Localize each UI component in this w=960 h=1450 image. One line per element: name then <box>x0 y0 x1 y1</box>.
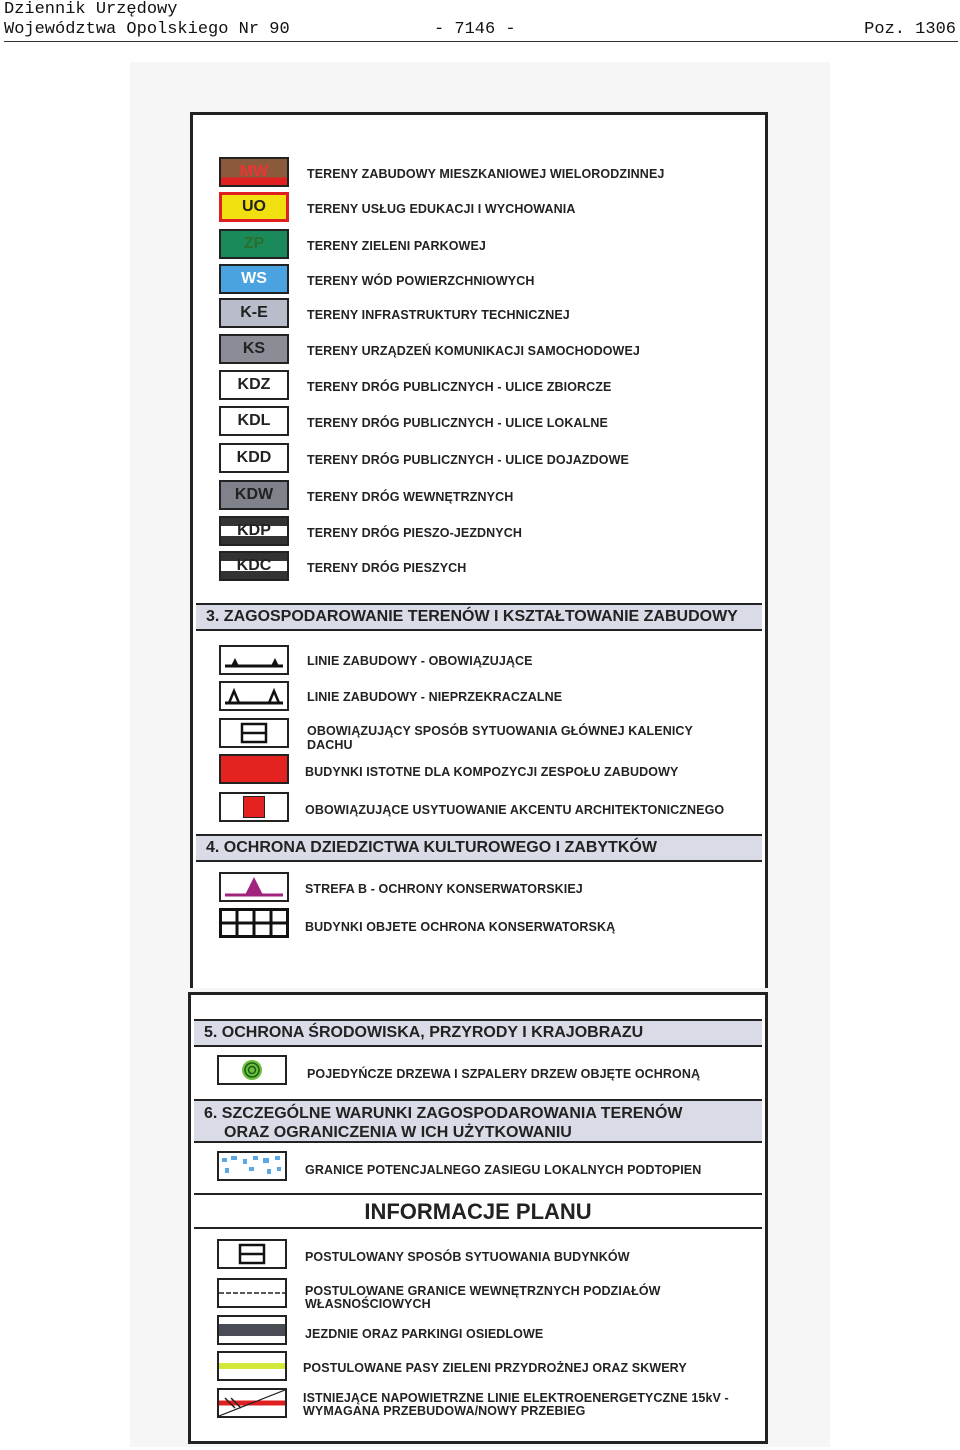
legend-label: LINIE ZABUDOWY - NIEPRZEKRACZALNE <box>307 690 563 704</box>
symbol-code: KDL <box>237 412 271 429</box>
legend-label: TERENY INFRASTRUKTURY TECHNICZNEJ <box>307 308 570 322</box>
land-use-symbol-k-e <box>219 298 289 328</box>
power-line-icon <box>217 1388 287 1418</box>
solid-building-line-icon <box>219 645 289 675</box>
symbol-code: KDW <box>234 486 274 503</box>
header-rule <box>4 41 958 42</box>
section-4-heading: 4. OCHRONA DZIEDZICTWA KULTUROWEGO I ZABYTKÓW <box>196 834 762 862</box>
symbol-code: ZP <box>243 235 265 252</box>
dashed-boundary-icon <box>217 1278 287 1308</box>
land-use-symbol-kdw <box>219 480 289 510</box>
legend-label: JEZDNIE ORAZ PARKINGI OSIEDLOWE <box>305 1327 544 1341</box>
legend-panel-bottom <box>188 992 768 1444</box>
conservation-zone-icon <box>219 872 289 902</box>
symbol-code: KS <box>242 340 266 357</box>
land-use-symbol-kdd <box>219 443 289 473</box>
section-6-title-line1: 6. SZCZEGÓLNE WARUNKI ZAGOSPODAROWANIA TERENÓW <box>204 1105 683 1122</box>
legend-row-kdw <box>193 480 765 514</box>
legend-row <box>191 1055 765 1089</box>
legend-label: TERENY ZIELENI PARKOWEJ <box>307 239 486 253</box>
legend-label: POSTULOWANY SPOSÓB SYTUOWANIA BUDYNKÓW <box>305 1250 630 1264</box>
legend-label: STREFA B - OCHRONY KONSERWATORSKIEJ <box>305 882 583 896</box>
land-use-symbol-zp <box>219 229 289 259</box>
legend-row-kdz <box>193 370 765 404</box>
symbol-code: K-E <box>240 304 268 321</box>
flood-range-icon <box>217 1151 287 1181</box>
legend-label: POSTULOWANE PASY ZIELENI PRZYDROŻNEJ ORAZ SKWERY <box>303 1361 687 1375</box>
legend-label: TERENY WÓD POWIERZCHNIOWYCH <box>307 274 535 288</box>
land-use-symbol-kdc <box>219 551 289 581</box>
legend-label: TERENY DRÓG PUBLICZNYCH - ULICE DOJAZDOWE <box>307 453 629 467</box>
legend-label: TERENY ZABUDOWY MIESZKANIOWEJ WIELORODZINNEJ <box>307 167 665 181</box>
legend-row <box>191 1239 765 1273</box>
land-use-symbol-kdl <box>219 406 289 436</box>
section-6-heading <box>194 1099 762 1143</box>
legend-row <box>193 645 765 679</box>
land-use-symbol-kdp <box>219 516 289 546</box>
symbol-code: UO <box>242 198 266 215</box>
open-building-line-icon <box>219 681 289 711</box>
legend-label: TERENY USŁUG EDUKACJI I WYCHOWANIA <box>307 202 576 216</box>
legend-row <box>193 681 765 715</box>
legend-row-kdc <box>193 551 765 585</box>
legend-row <box>191 1388 765 1422</box>
legend-label: TERENY DRÓG PUBLICZNYCH - ULICE LOKALNE <box>307 416 608 430</box>
symbol-code: WS <box>241 270 267 287</box>
legend-row <box>191 1151 765 1185</box>
legend-row-k-e <box>193 298 765 332</box>
symbol-code: MW <box>239 163 269 180</box>
symbol-code: KDZ <box>237 376 271 393</box>
symbol-code: KDP <box>237 522 271 539</box>
land-use-symbol-ks <box>219 334 289 364</box>
red-square-icon <box>219 792 289 822</box>
land-use-symbol-ws <box>219 264 289 294</box>
position-number: Poz. 1306 <box>864 20 956 39</box>
symbol-code: KDD <box>236 449 272 466</box>
legend-row <box>191 1278 765 1312</box>
journal-title: Dziennik Urzędowy <box>4 0 178 19</box>
legend-label: LINIE ZABUDOWY - OBOWIĄZUJĄCE <box>307 654 533 668</box>
section-5-heading: 5. OCHRONA ŚRODOWISKA, PRZYRODY I KRAJOBRAZU <box>194 1019 762 1047</box>
protected-building-grid-icon <box>219 908 289 938</box>
legend-label: OBOWIĄZUJĄCY SPOSÓB SYTUOWANIA GŁÓWNEJ KALENICY <box>307 724 693 738</box>
roadway-icon <box>217 1315 287 1345</box>
ridge-orientation-icon <box>219 718 289 748</box>
page-header <box>0 0 960 42</box>
legend-label: GRANICE POTENCJALNEGO ZASIEGU LOKALNYCH PODTOPIEN <box>305 1163 702 1177</box>
section-3-heading: 3. ZAGOSPODAROWANIE TERENÓW I KSZTAŁTOWANIE ZABUDOWY <box>196 603 762 631</box>
legend-label: TERENY DRÓG PIESZYCH <box>307 561 467 575</box>
section-6-title-line2: ORAZ OGRANICZENIA W ICH UŻYTKOWANIU <box>224 1124 572 1141</box>
legend-row-kdl <box>193 406 765 440</box>
legend-label: TERENY DRÓG PUBLICZNYCH - ULICE ZBIORCZE <box>307 380 612 394</box>
building-placement-icon <box>217 1239 287 1269</box>
legend-label: TERENY URZĄDZEŃ KOMUNIKACJI SAMOCHODOWEJ <box>307 344 640 358</box>
legend-row-kdd <box>193 443 765 477</box>
green-strip-icon <box>217 1351 287 1381</box>
legend-label: ISTNIEJĄCE NAPOWIETRZNE LINIE ELEKTROENERGETYCZNE 15kV - <box>303 1391 729 1405</box>
journal-issue: Województwa Opolskiego Nr 90 <box>4 20 290 39</box>
legend-label-cont: DACHU <box>307 738 353 752</box>
info-heading: INFORMACJE PLANU <box>194 1193 762 1229</box>
land-use-symbol-kdz <box>219 370 289 400</box>
legend-label: POJEDYŃCZE DRZEWA I SZPALERY DRZEW OBJĘTE OCHRONĄ <box>307 1067 701 1081</box>
page-number: - 7146 - <box>434 20 516 39</box>
legend-row-mw <box>193 157 765 191</box>
legend-row <box>191 1351 765 1385</box>
legend-label: TERENY DRÓG WEWNĘTRZNYCH <box>307 490 514 504</box>
legend-row-ks <box>193 334 765 368</box>
legend-label: TERENY DRÓG PIESZO-JEZDNYCH <box>307 526 522 540</box>
legend-row <box>193 908 765 942</box>
legend-row <box>193 792 765 826</box>
land-use-symbol-uo <box>219 192 289 222</box>
legend-label: BUDYNKI ISTOTNE DLA KOMPOZYCJI ZESPOŁU ZABUDOWY <box>305 765 679 779</box>
legend-label: OBOWIĄZUJĄCE USYTUOWANIE AKCENTU ARCHITEKTONICZNEGO <box>305 803 725 817</box>
legend-row-zp <box>193 229 765 263</box>
legend-panel-top <box>190 112 768 988</box>
legend-row-kdp <box>193 516 765 550</box>
legend-label: BUDYNKI OBJETE OCHRONA KONSERWATORSKĄ <box>305 920 616 934</box>
protected-tree-icon <box>217 1055 287 1085</box>
legend-label-cont: WŁASNOŚCIOWYCH <box>305 1297 431 1311</box>
legend-row <box>191 1315 765 1349</box>
symbol-code: KDC <box>236 557 272 574</box>
legend-label-cont: WYMAGANA PRZEBUDOWA/NOWY PRZEBIEG <box>303 1404 586 1418</box>
legend-row-ws <box>193 264 765 298</box>
land-use-symbol-mw <box>219 157 289 187</box>
legend-row <box>193 872 765 906</box>
legend-row-uo <box>193 192 765 226</box>
legend-row <box>193 716 765 750</box>
red-fill-icon <box>219 754 289 784</box>
legend-row <box>193 754 765 788</box>
legend-label: POSTULOWANE GRANICE WEWNĘTRZNYCH PODZIAŁÓW <box>305 1284 661 1298</box>
